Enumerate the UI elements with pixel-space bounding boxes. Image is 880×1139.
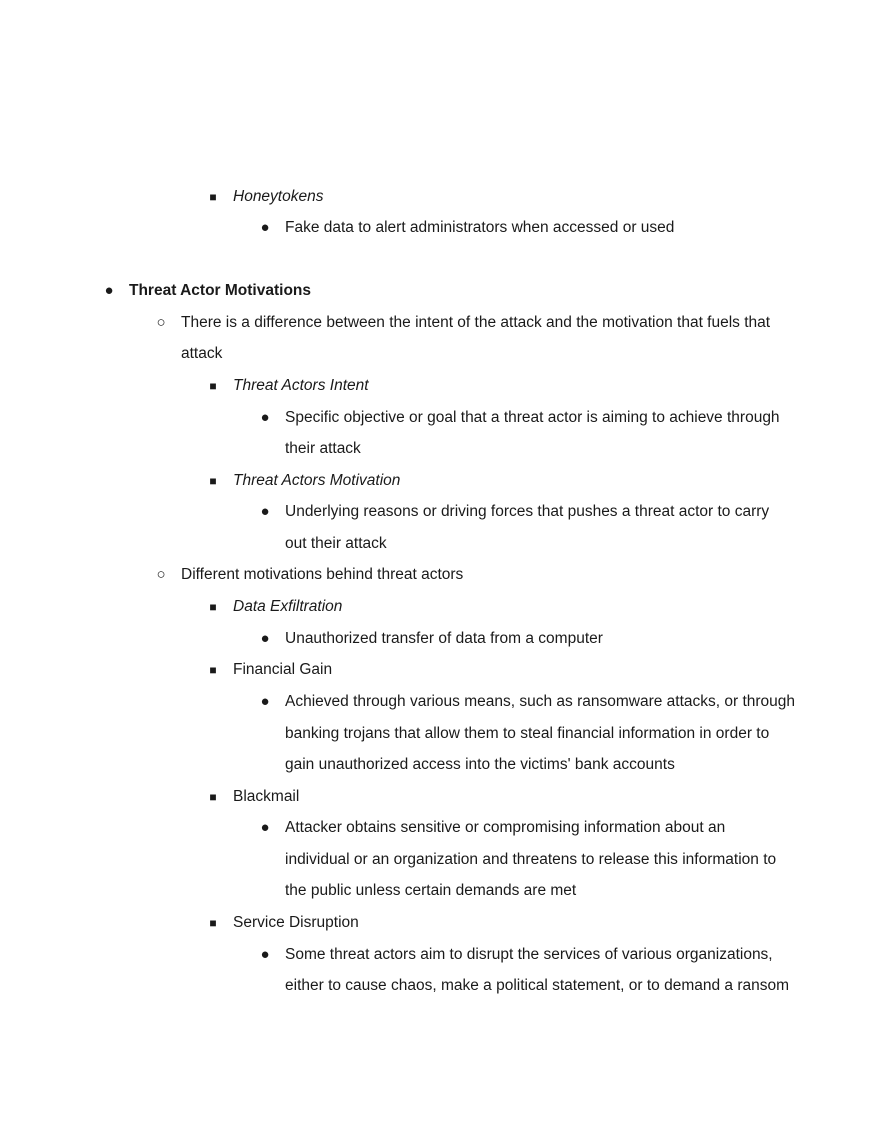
dot-bullet: ●	[260, 219, 270, 236]
motivation-line-1: Underlying reasons or driving forces that pushes a threat actor to carry	[285, 503, 770, 520]
motivation-title: Threat Actors Motivation	[233, 472, 401, 489]
motivation-line-2: out their attack	[285, 535, 387, 552]
dot-bullet: ●	[260, 946, 270, 963]
service-line-1: Some threat actors aim to disrupt the services of various organizations,	[285, 946, 773, 963]
section-heading: Threat Actor Motivations	[129, 282, 311, 299]
square-bullet: ■	[209, 474, 217, 488]
dot-bullet: ●	[104, 282, 114, 299]
circle-bullet: ○	[156, 314, 166, 331]
square-bullet: ■	[209, 190, 217, 204]
blackmail-title: Blackmail	[233, 788, 300, 805]
financial-title: Financial Gain	[233, 661, 333, 678]
square-bullet: ■	[209, 790, 217, 804]
dot-bullet: ●	[260, 693, 270, 710]
exfiltration-title: Data Exfiltration	[233, 598, 343, 615]
intent-line-1: Specific objective or goal that a threat actor is aiming to achieve through	[285, 409, 780, 426]
blackmail-line-3: the public unless certain demands are met	[285, 882, 577, 899]
service-line-2: either to cause chaos, make a political statement, or to demand a ransom	[285, 977, 790, 994]
square-bullet: ■	[209, 379, 217, 393]
different-motivations: Different motivations behind threat actors	[181, 566, 464, 583]
blackmail-line-1: Attacker obtains sensitive or compromising information about an	[285, 819, 726, 836]
financial-line-3: gain unauthorized access into the victims' bank accounts	[285, 756, 675, 773]
blackmail-line-2: individual or an organization and threatens to release this information to	[285, 851, 777, 868]
intent-line-2: their attack	[285, 440, 361, 457]
dot-bullet: ●	[260, 819, 270, 836]
exfiltration-line-1: Unauthorized transfer of data from a computer	[285, 630, 603, 647]
financial-line-2: banking trojans that allow them to steal financial information in order to	[285, 725, 770, 742]
service-title: Service Disruption	[233, 914, 359, 931]
dot-bullet: ●	[260, 409, 270, 426]
financial-line-1: Achieved through various means, such as ransomware attacks, or through	[285, 693, 796, 710]
intent-title: Threat Actors Intent	[233, 377, 369, 394]
intro-line-2: attack	[181, 345, 223, 362]
dot-bullet: ●	[260, 503, 270, 520]
honeytokens-title: Honeytokens	[233, 188, 324, 205]
square-bullet: ■	[209, 663, 217, 677]
square-bullet: ■	[209, 600, 217, 614]
dot-bullet: ●	[260, 630, 270, 647]
intro-line-1: There is a difference between the intent of the attack and the motivation that fuels that	[181, 314, 771, 331]
honeytokens-desc: Fake data to alert administrators when accessed or used	[285, 219, 675, 236]
square-bullet: ■	[209, 916, 217, 930]
circle-bullet: ○	[156, 566, 166, 583]
